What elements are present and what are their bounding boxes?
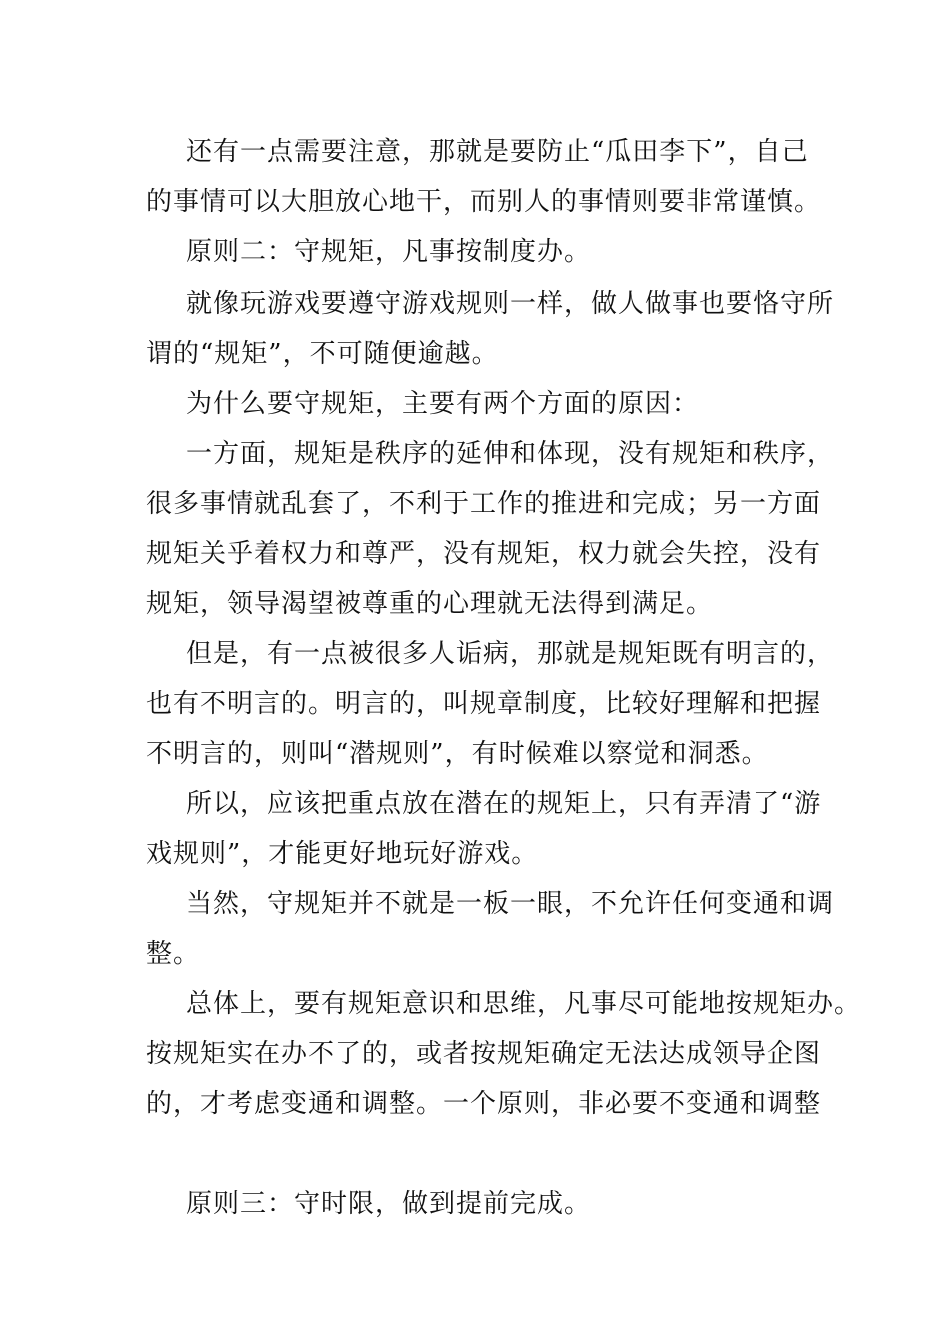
paragraph-line: 整。 — [146, 939, 201, 969]
section-heading: 原则二：守规矩，凡事按制度办。 — [186, 237, 592, 267]
paragraph-line: 还有一点需要注意，那就是要防止“瓜田李下”，自己 — [186, 137, 809, 167]
paragraph-line: 总体上，要有规矩意识和思维，凡事尽可能地按规矩办。 — [186, 989, 862, 1019]
paragraph-line: 一方面，规矩是秩序的延伸和体现，没有规矩和秩序， — [186, 439, 835, 469]
paragraph-line: 戏规则”，才能更好地玩好游戏。 — [146, 839, 539, 869]
paragraph-line: 谓的“规矩”，不可随便逾越。 — [146, 339, 499, 369]
paragraph-line: 规矩，领导渴望被尊重的心理就无法得到满足。 — [146, 589, 714, 619]
paragraph-line: 就像玩游戏要遵守游戏规则一样，做人做事也要恪守所 — [186, 289, 835, 319]
paragraph-line: 很多事情就乱套了，不利于工作的推进和完成；另一方面 — [146, 489, 822, 519]
paragraph-line: 的，才考虑变通和调整。一个原则，非必要不变通和调整 — [146, 1089, 822, 1119]
paragraph-line: 所以，应该把重点放在潜在的规矩上，只有弄清了“游 — [186, 789, 822, 819]
section-heading: 原则三：守时限，做到提前完成。 — [186, 1189, 592, 1219]
paragraph-line: 按规矩实在办不了的，或者按规矩确定无法达成领导企图 — [146, 1039, 822, 1069]
paragraph-line: 的事情可以大胆放心地干，而别人的事情则要非常谨慎。 — [146, 187, 822, 217]
paragraph-line: 也有不明言的。明言的，叫规章制度，比较好理解和把握 — [146, 689, 822, 719]
paragraph-line: 为什么要守规矩，主要有两个方面的原因： — [186, 389, 700, 419]
paragraph-line: 但是，有一点被很多人诟病，那就是规矩既有明言的， — [186, 639, 835, 669]
paragraph-line: 规矩关乎着权力和尊严，没有规矩，权力就会失控，没有 — [146, 539, 822, 569]
paragraph-line: 不明言的，则叫“潜规则”，有时候难以察觉和洞悉。 — [146, 739, 769, 769]
paragraph-line: 当然，守规矩并不就是一板一眼，不允许任何变通和调 — [186, 889, 835, 919]
